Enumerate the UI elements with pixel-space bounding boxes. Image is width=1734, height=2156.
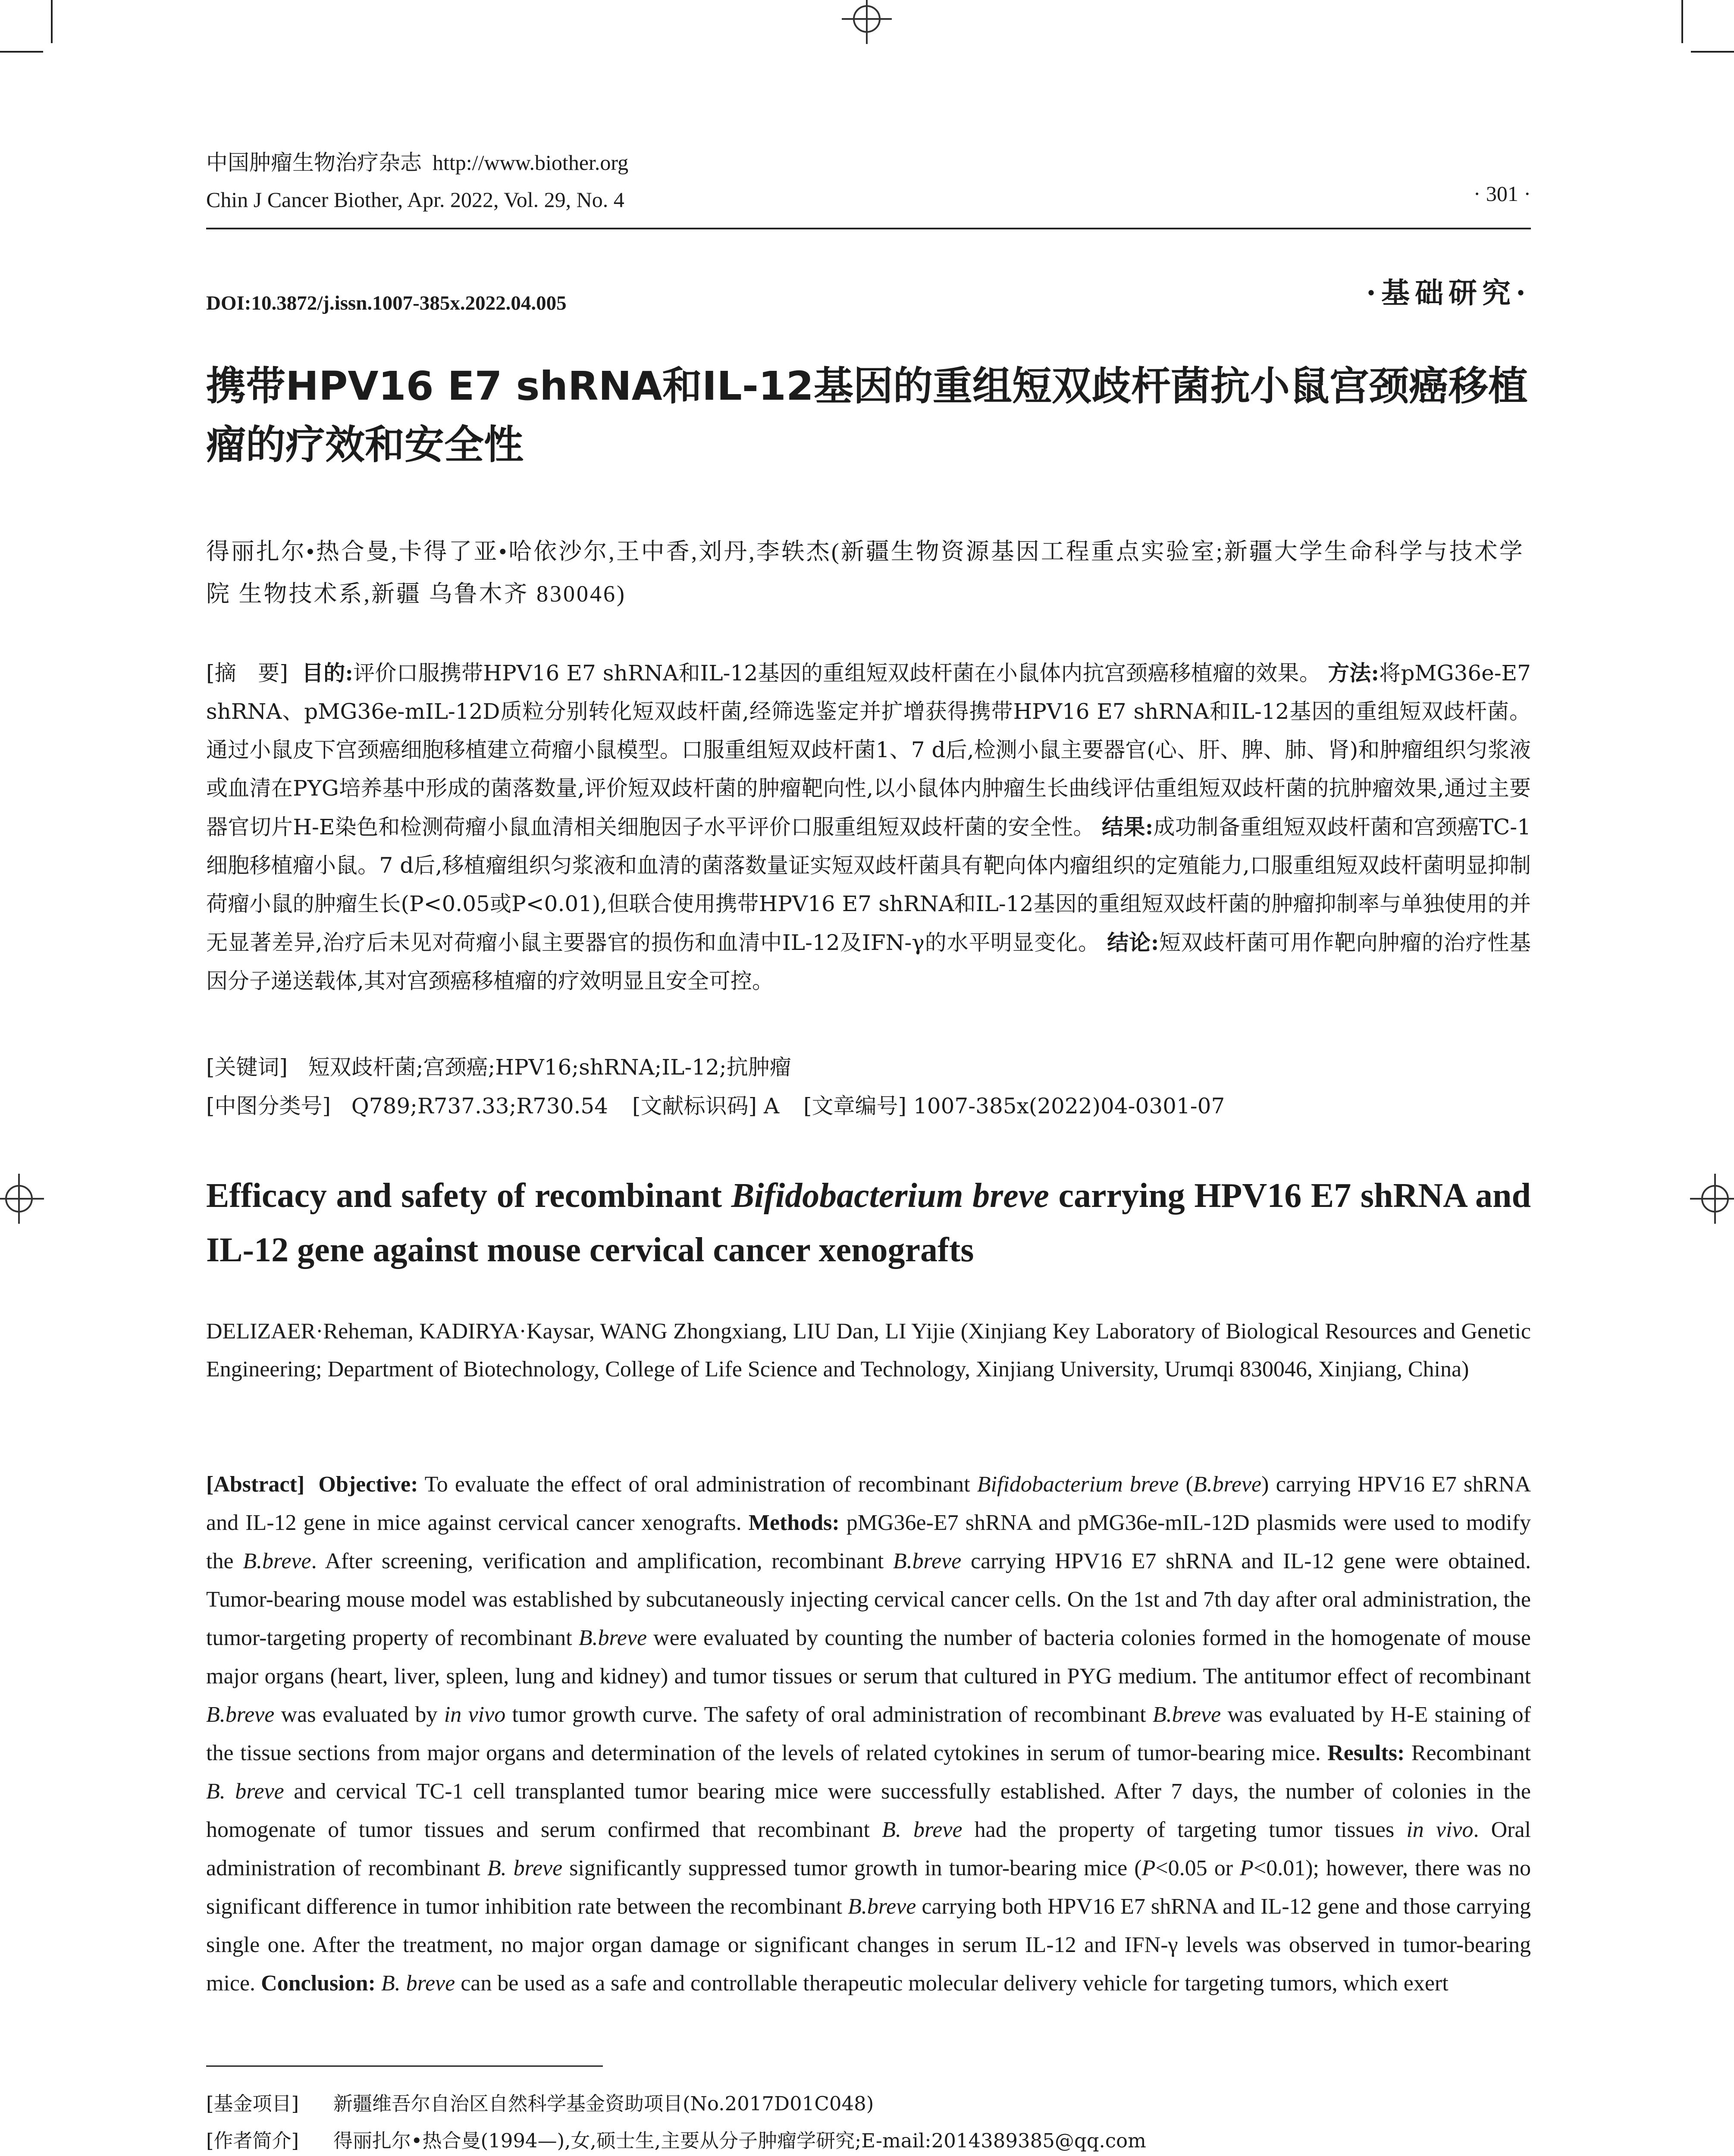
journal-line <box>206 144 628 181</box>
cn-keywords-line <box>206 1048 1531 1087</box>
en-text: Recombinant <box>1405 1741 1531 1765</box>
cn-keywords-label: [关键词] <box>206 1055 288 1080</box>
cn-clc: Q789;R737.33;R730.54 <box>351 1094 608 1119</box>
en-italic: B.breve <box>578 1626 647 1650</box>
en-title-species: Bifidobacterium breve <box>731 1177 1049 1215</box>
en-text: <0.05 or <box>1155 1856 1240 1880</box>
footnote-author-bio <box>206 2122 1531 2156</box>
en-text: can be used as a safe and controllable therapeutic molecular delivery vehicle for targeting tumors, which exert <box>455 1971 1449 1996</box>
cn-results-label: 结果: <box>1102 814 1154 840</box>
footnotes <box>206 2085 1531 2156</box>
cn-conclusion: 短双歧杆菌可用作靶向肿瘤的治疗性基因分子递送载体,其对宫颈癌移植瘤的疗效明显且安全可控。 <box>206 930 1531 993</box>
en-italic: in vivo <box>444 1702 506 1727</box>
en-italic: B.breve <box>1193 1472 1262 1497</box>
cn-abstract <box>206 654 1531 1000</box>
en-abstract <box>206 1465 1531 2002</box>
en-italic: B.breve <box>848 1894 916 1919</box>
en-text: To evaluate the effect of oral administration of recombinant <box>424 1472 977 1497</box>
en-methods-label: Methods: <box>748 1510 840 1535</box>
cn-objective-label: 目的: <box>301 660 353 686</box>
en-text: . After screening, verification and amplification, recombinant <box>311 1549 893 1573</box>
en-italic: B.breve <box>243 1549 311 1573</box>
footnote-text: 新疆维吾尔自治区自然科学基金资助项目(No.2017D01C048) <box>333 2092 874 2115</box>
en-text: were evaluated by counting the number of bacteria colonies formed in the homogenate of mouse major organs (heart, liver, spleen, lung and kidney) and tumor tissues or serum that cultured in PYG medium. The antitumor effect of recombinant <box>206 1626 1531 1689</box>
header-rule <box>206 228 1531 229</box>
cn-title: 携带HPV16 E7 shRNA和IL-12基因的重组短双歧杆菌抗小鼠宫颈癌移植瘤的疗效和安全性 <box>206 363 1528 468</box>
en-title <box>206 1169 1531 1277</box>
registration-mark <box>5 1185 33 1213</box>
en-italic: B.breve <box>206 1702 275 1727</box>
journal-name-cn: 中国肿瘤生物治疗杂志 <box>206 150 422 175</box>
registration-mark <box>1701 1185 1729 1213</box>
en-text: carrying both HPV16 E7 shRNA and IL-12 gene and those carrying single one. After the treatment, no major organ damage or significant changes in serum IL-12 and IFN-γ levels was observed in tumor-bearing mice. <box>206 1894 1531 1996</box>
cn-results: 成功制备重组短双歧杆菌和宫颈癌TC-1细胞移植瘤小鼠。7 d后,移植瘤组织匀浆液和血清的菌落数量证实短双歧杆菌具有靶向体内瘤组织的定殖能力,口服重组短双歧杆菌明显抑制荷瘤小鼠的肿瘤生长(P<0.05或P<0.01),但联合使用携带HPV16 E7 shRNA和IL-12基因的重组短双歧杆菌的肿瘤抑制率与单独使用的并无显著差异,治疗后未见对荷瘤小鼠主要器官的损伤和血清中IL-12及IFN-γ的水平明显变化。 <box>206 815 1531 955</box>
en-objective-label: Objective: <box>318 1472 418 1497</box>
en-text: <0.01); however, there was no significant difference in tumor inhibition rate between the recombinant <box>206 1856 1531 1919</box>
en-text: ( <box>1179 1472 1193 1497</box>
registration-mark <box>853 5 881 33</box>
journal-citation: Chin J Cancer Biother, Apr. 2022, Vol. 29, No. 4 <box>206 188 624 212</box>
cn-methods-label: 方法: <box>1328 660 1379 686</box>
cn-authors: 得丽扎尔•热合曼,卡得了亚•哈依沙尔,王中香,刘丹,李轶杰(新疆生物资源基因工程重点实验室;新疆大学生命科学与技术学院 生物技术系,新疆 乌鲁木齐 830046) <box>206 539 1524 607</box>
cn-article-no: 1007-385x(2022)04-0301-07 <box>913 1094 1225 1119</box>
en-text: pMG36e-E7 shRNA and pMG36e-mIL-12D plasmids were used to modify the <box>206 1510 1531 1573</box>
cn-keywords: 短双歧杆菌;宫颈癌;HPV16;shRNA;IL-12;抗肿瘤 <box>308 1055 791 1080</box>
en-italic: B.breve <box>893 1549 962 1573</box>
footnote-funding <box>206 2085 1531 2122</box>
en-italic: B. breve <box>882 1818 963 1842</box>
en-title-part: carrying HPV16 E7 shRNA and IL-12 gene against mouse cervical cancer xenografts <box>206 1177 1531 1269</box>
en-text: had the property of targeting tumor tissues <box>962 1818 1407 1842</box>
footnote-text: 得丽扎尔•热合曼(1994—),女,硕士生,主要从分子肿瘤学研究;E-mail:2014389385@qq.com <box>333 2129 1146 2152</box>
cn-methods: 将pMG36e-E7 shRNA、pMG36e-mIL-12D质粒分别转化短双歧杆菌,经筛选鉴定并扩增获得携带HPV16 E7 shRNA和IL-12基因的重组短双歧杆菌。通过小鼠皮下宫颈癌细胞移植建立荷瘤小鼠模型。口服重组短双歧杆菌1、7 d后,检测小鼠主要器官(心、肝、脾、肺、肾)和肿瘤组织匀浆液或血清在PYG培养基中形成的菌落数量,评价短双歧杆菌的肿瘤靶向性,以小鼠体内肿瘤生长曲线评估重组短双歧杆菌的抗肿瘤效果,通过主要器官切片H-E染色和检测荷瘤小鼠血清相关细胞因子水平评价口服重组短双歧杆菌的安全性。 <box>206 661 1531 840</box>
journal-url[interactable]: http://www.biother.org <box>433 150 629 175</box>
en-italic: in vivo <box>1406 1818 1474 1842</box>
footnote-label: [作者简介] <box>206 2129 299 2152</box>
cn-objective: 评价口服携带HPV16 E7 shRNA和IL-12基因的重组短双歧杆菌在小鼠体内抗宫颈癌移植瘤的效果。 <box>353 661 1321 686</box>
en-text: was evaluated by <box>274 1702 444 1727</box>
en-italic: P <box>1141 1856 1156 1880</box>
en-text: . Oral administration of recombinant <box>206 1818 1531 1880</box>
crop-mark <box>1691 51 1734 53</box>
cn-clc-label: [中图分类号] <box>206 1094 331 1119</box>
page-number: · 301 · <box>1473 182 1531 206</box>
crop-mark <box>0 51 43 53</box>
en-authors: DELIZAER·Reheman, KADIRYA·Kaysar, WANG Zhongxiang, LIU Dan, LI Yijie (Xinjiang Key Laboratory of Biological Resources and Genetic Engineering; Department of Biotechnology, College of Life Science and Technology, Xinjiang University, Urumqi 830046, Xinjiang, China) <box>206 1319 1531 1382</box>
cn-classification-line <box>206 1087 1531 1125</box>
cn-doc-code-label: [文献标识码] <box>632 1094 757 1119</box>
en-text: was evaluated by H-E staining of the tissue sections from major organs and determination of the levels of related cytokines in serum of tumor-bearing mice. <box>206 1702 1531 1765</box>
crop-mark <box>51 0 53 43</box>
en-text: tumor growth curve. The safety of oral administration of recombinant <box>505 1702 1153 1727</box>
en-text: significantly suppressed tumor growth in tumor-bearing mice ( <box>562 1856 1142 1880</box>
en-italic: Bifidobacterium breve <box>977 1472 1179 1497</box>
en-text: and cervical TC-1 cell transplanted tumor bearing mice were successfully established. After 7 days, the number of colonies in the homogenate of tumor tissues and serum confirmed that recombinant <box>206 1779 1531 1842</box>
running-header <box>206 144 628 218</box>
en-title-part: Efficacy and safety of recombinant <box>206 1177 731 1215</box>
en-text: carrying HPV16 E7 shRNA and IL-12 gene were obtained. Tumor-bearing mouse model was established by subcutaneously injecting cervical cancer cells. On the 1st and 7th day after oral administration, the tumor-targeting property of recombinant <box>206 1549 1531 1650</box>
en-italic: B. breve <box>206 1779 284 1804</box>
cn-conclusion-label: 结论: <box>1107 930 1159 955</box>
en-italic: P <box>1240 1856 1254 1880</box>
en-text: ) carrying HPV16 E7 shRNA and IL-12 gene in mice against cervical cancer xenografts. <box>206 1472 1531 1535</box>
en-italic: B. breve <box>381 1971 455 1996</box>
cn-abstract-label: [摘 要] <box>206 661 288 686</box>
footnote-label: [基金项目] <box>206 2092 299 2115</box>
en-italic: B. breve <box>487 1856 563 1880</box>
doi[interactable]: DOI:10.3872/j.issn.1007-385x.2022.04.005 <box>206 292 567 314</box>
en-conclusion-label: Conclusion: <box>261 1971 376 1996</box>
en-italic: B.breve <box>1152 1702 1221 1727</box>
en-results-label: Results: <box>1327 1741 1405 1765</box>
column-label: ·基础研究· <box>1366 276 1531 310</box>
en-abstract-label: [Abstract] <box>206 1472 305 1497</box>
footnote-rule <box>206 2065 603 2067</box>
crop-mark <box>1681 0 1683 43</box>
cn-article-no-label: [文章编号] <box>803 1094 907 1119</box>
cn-doc-code: A <box>763 1094 780 1119</box>
